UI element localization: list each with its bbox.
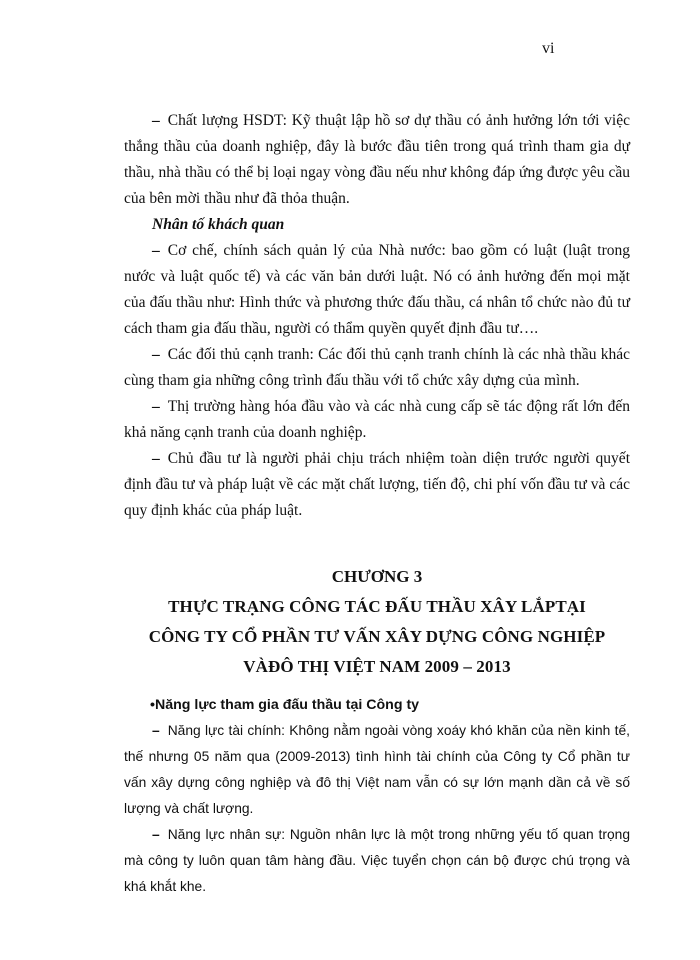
section-heading: •Năng lực tham gia đấu thầu tại Công ty xyxy=(150,697,420,713)
paragraph-bid-quality xyxy=(124,108,630,212)
chapter-label: CHƯƠNG 3 xyxy=(331,567,423,586)
paragraph-state-policy xyxy=(124,238,630,342)
paragraph-text: Chất lượng HSDT: Kỹ thuật lập hồ sơ dự thầu có ảnh hưởng lớn tới việc thắng thầu của doanh nghiệp, đây là bước đầu tiên trong quá trình tham gia dự thầu, nhà thầu có thể bị loại ngay vòng đầu nếu như không đáp ứng được yêu cầu của bên mời thầu như đã thỏa thuận. xyxy=(124,112,630,207)
dash-bullet: – xyxy=(152,242,160,259)
page-number: vi xyxy=(542,40,555,57)
chapter-title-line: VÀĐÔ THỊ VIỆT NAM 2009 – 2013 xyxy=(243,657,511,676)
dash-bullet: – xyxy=(152,450,160,467)
paragraph-investor xyxy=(124,446,630,524)
paragraph-text: Chủ đầu tư là người phải chịu trách nhiệm toàn diện trước người quyết định đầu tư và pháp luật về các mặt chất lượng, tiến độ, chi phí vốn đầu tư và các quy định khác của pháp luật. xyxy=(124,450,630,519)
document-body xyxy=(124,108,630,900)
paragraph-text: Năng lực nhân sự: Nguồn nhân lực là một trong những yếu tố quan trọng mà công ty luôn quan tâm hàng đầu. Việc tuyển chọn cán bộ được chú trọng và khá khắt khe. xyxy=(124,827,630,894)
paragraph-text: Năng lực tài chính: Không nằm ngoài vòng xoáy khó khăn của nền kinh tế, thế nhưng 05 năm qua (2009-2013) tình hình tài chính của Công ty Cổ phần tư vấn xây dựng công nghiệp và đô thị Việt nam vẫn có sự lớn mạnh dần cả về số lượng và chất lượng. xyxy=(124,723,630,816)
dash-bullet: – xyxy=(152,827,160,842)
paragraph-text: Cơ chế, chính sách quản lý của Nhà nước: bao gồm có luật (luật trong nước và luật quốc tế) và các văn bản dưới luật. Nó có ảnh hưởng đến mọi mặt của đấu thầu như: Hình thức và phương thức đấu thầu, cá nhân tổ chức nào đủ tư cách tham gia đấu thầu, người có thẩm quyền quyết định đầu tư…. xyxy=(124,242,630,337)
paragraph-input-market xyxy=(124,394,630,446)
chapter-title-line: CÔNG TY CỔ PHẦN TƯ VẤN XÂY DỰNG CÔNG NGHIỆP xyxy=(148,627,606,646)
subheading-objective-factors: Nhân tố khách quan xyxy=(152,216,285,233)
dash-bullet: – xyxy=(152,398,160,415)
paragraph-competitors xyxy=(124,342,630,394)
chapter-title-line: THỰC TRẠNG CÔNG TÁC ĐẤU THẦU XÂY LẮPTẠI xyxy=(168,597,586,616)
paragraph-text: Thị trường hàng hóa đầu vào và các nhà cung cấp sẽ tác động rất lớn đến khả năng cạnh tranh của doanh nghiệp. xyxy=(124,398,630,441)
chapter-heading xyxy=(124,562,630,682)
paragraph-text: Các đối thủ cạnh tranh: Các đối thủ cạnh tranh chính là các nhà thầu khác cùng tham gia những công trình đấu thầu với tổ chức xây dựng của mình. xyxy=(124,346,630,389)
dash-bullet: – xyxy=(152,723,160,738)
paragraph-financial-capacity xyxy=(124,718,630,822)
dash-bullet: – xyxy=(152,112,160,129)
paragraph-human-resources xyxy=(124,822,630,900)
dash-bullet: – xyxy=(152,346,160,363)
